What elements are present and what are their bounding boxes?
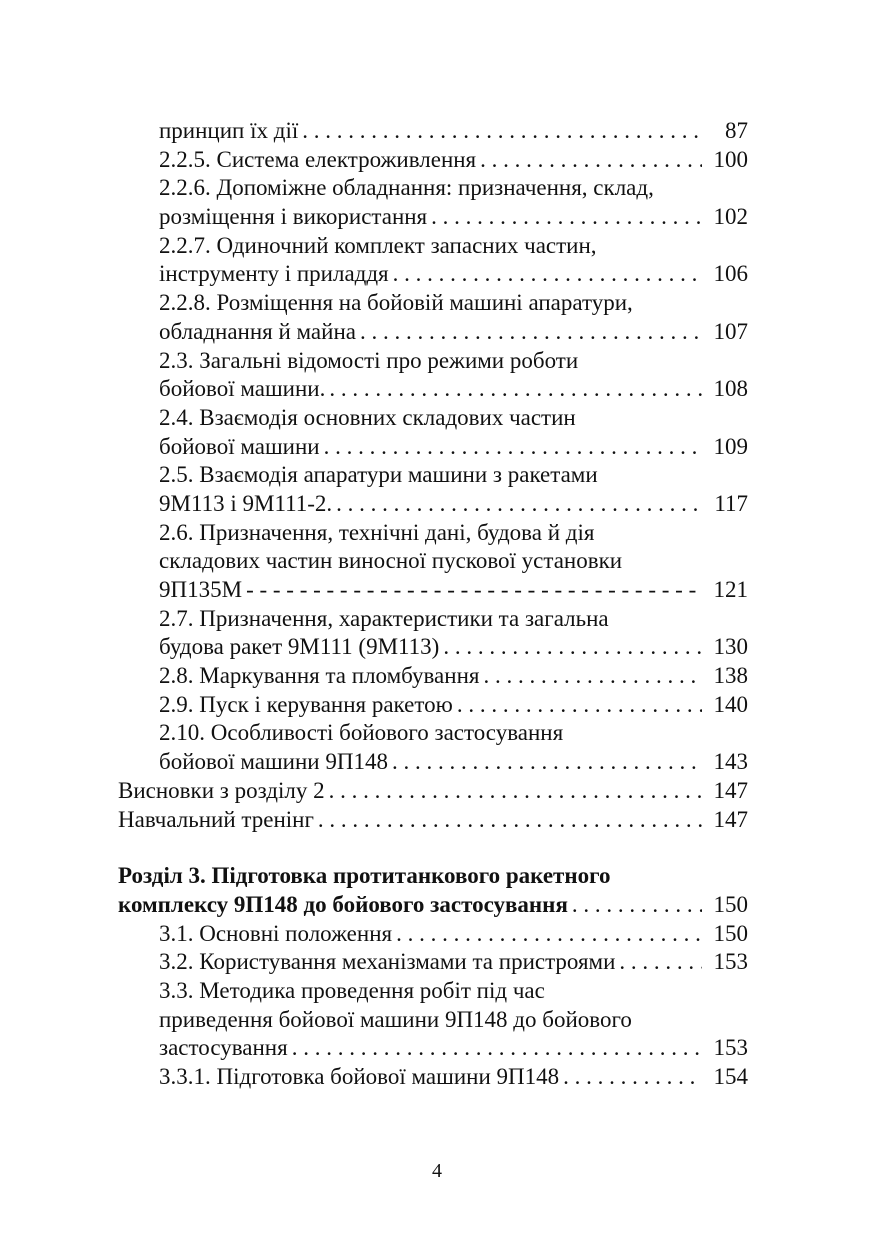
leader-dots (439, 633, 702, 662)
toc-entry-title: 2.8. Маркування та пломбування (159, 663, 480, 689)
leader-dots (392, 920, 702, 949)
leader-dots (388, 748, 702, 777)
toc-entry-title: 2.10. Особливості бойового застосування (159, 720, 564, 746)
leader-dots (476, 146, 702, 175)
toc-entry-page: 153 (713, 1035, 748, 1061)
toc-entry (118, 948, 748, 977)
toc-entry (118, 519, 748, 548)
toc-entry (118, 260, 748, 289)
leader-dots (615, 948, 702, 977)
leader-dots (332, 490, 702, 519)
toc-entry (118, 318, 748, 347)
toc-entry (118, 232, 748, 261)
toc-entry-title: комплексу 9П148 до бойового застосування (118, 891, 568, 917)
toc-entry-page: 150 (713, 891, 748, 917)
toc-entry-title: обладнання й майна (159, 318, 356, 344)
toc-entry (118, 461, 748, 490)
leader-dots (559, 1063, 702, 1092)
toc-entry (118, 347, 748, 376)
toc-entry (118, 576, 748, 605)
leader-dots (479, 662, 702, 691)
toc-entry-page: 130 (713, 634, 748, 660)
toc-entry (118, 633, 748, 662)
toc-entry-page: 109 (713, 433, 748, 459)
leader-dots (453, 691, 702, 720)
toc-entry (118, 1006, 748, 1035)
toc-entry-page: 107 (713, 318, 748, 344)
toc-entry-page: 140 (713, 691, 748, 717)
leader-dots (242, 576, 702, 605)
leader-dots (325, 777, 702, 806)
toc-entry (118, 174, 748, 203)
leader-dots (288, 1034, 702, 1063)
toc-entry-title: 2.9. Пуск і керування ракетою (159, 691, 453, 717)
toc-entry-page: 117 (714, 490, 748, 516)
toc-entry-title: будова ракет 9М111 (9М113) (159, 634, 440, 660)
leader-dots (389, 260, 702, 289)
toc-entry-title: інструменту і приладдя (159, 261, 389, 287)
toc-entry-title: 2.7. Призначення, характеристики та загальна (159, 605, 609, 631)
toc-entry-title: приведення бойової машини 9П148 до бойового (159, 1006, 632, 1032)
toc-entry-title: застосування (159, 1035, 288, 1061)
toc-entry-title: 2.2.6. Допоміжне обладнання: призначення, склад, (159, 175, 654, 201)
section-gap (118, 834, 748, 862)
toc-entry (118, 920, 748, 949)
toc-entry (118, 289, 748, 318)
toc-entry-title: 2.2.5. Система електроживлення (159, 146, 477, 172)
toc-entry-title: 3.2. Користування механізмами та пристроями (159, 949, 616, 975)
toc-entry (118, 605, 748, 634)
leader-dots (314, 806, 702, 835)
toc-entry-page: 150 (713, 920, 748, 946)
toc-entry-title: бойової машини 9П148 (159, 749, 388, 775)
leader-dots (320, 433, 702, 462)
leader-dots (298, 117, 702, 146)
toc-entry-page: 108 (713, 376, 748, 402)
toc-entry (118, 490, 748, 519)
toc-entry-page: 106 (713, 261, 748, 287)
toc-entry (118, 146, 748, 175)
toc-entry-page: 143 (713, 749, 748, 775)
toc-entry-page: 138 (713, 663, 748, 689)
toc-entry (118, 806, 748, 835)
toc-entry-title: 2.4. Взаємодія основних складових частин (159, 404, 576, 430)
toc-entry-page: 100 (713, 146, 748, 172)
toc-entry (118, 433, 748, 462)
page-number: 4 (432, 1160, 442, 1182)
table-of-contents (118, 117, 748, 1092)
toc-entry-page: 87 (725, 118, 748, 143)
toc-entry-page: 153 (713, 949, 748, 975)
toc-entry (118, 719, 748, 748)
toc-entry-page: 147 (713, 806, 748, 832)
toc-entry-title: 3.3.1. Підготовка бойової машини 9П148 (159, 1064, 560, 1089)
toc-entry (118, 777, 748, 806)
toc-section-chapter-2 (118, 117, 748, 834)
toc-entry-title: 2.6. Призначення, технічні дані, будова й дія (159, 519, 595, 545)
toc-entry (118, 203, 748, 232)
toc-entry (118, 1034, 748, 1063)
toc-entry-title: бойової машини. (159, 376, 326, 402)
toc-entry-title: Висновки з розділу 2 (118, 777, 325, 803)
toc-entry-title: 3.1. Основні положення (159, 920, 393, 946)
toc-entry-page: 154 (713, 1064, 748, 1089)
toc-entry (118, 891, 748, 920)
toc-entry (118, 547, 748, 576)
toc-entry (118, 375, 748, 404)
toc-entry (118, 662, 748, 691)
toc-section-chapter-3 (118, 862, 748, 1092)
toc-entry (118, 691, 748, 720)
toc-entry (118, 748, 748, 777)
toc-entry-page: 147 (713, 777, 748, 803)
toc-entry-title: Розділ 3. Підготовка протитанкового ракетного (118, 863, 611, 889)
toc-entry-title: 2.5. Взаємодія апаратури машини з ракетами (159, 462, 598, 488)
leader-dots (325, 375, 702, 404)
toc-entry-title: 2.2.7. Одиночний комплект запасних частин, (159, 232, 597, 258)
toc-entry-page: 121 (713, 577, 748, 602)
toc-entry-page: 102 (713, 204, 748, 230)
toc-entry-title: 9П135М (159, 577, 243, 602)
leader-dots (568, 891, 702, 920)
toc-entry-title: розміщення і використання (159, 204, 428, 230)
toc-entry-title: принцип їх дії (159, 118, 299, 143)
toc-entry-title: 9М113 і 9М111-2. (159, 490, 333, 516)
leader-dots (427, 203, 702, 232)
toc-entry (118, 117, 748, 146)
toc-entry (118, 977, 748, 1006)
toc-entry (118, 404, 748, 433)
toc-entry-title: 2.3. Загальні відомості про режими роботи (159, 347, 579, 373)
toc-entry-title: 3.3. Методика проведення робіт під час (159, 977, 545, 1003)
leader-dots (356, 318, 702, 347)
toc-entry-title: бойової машини (159, 433, 320, 459)
toc-entry-title: складових частин виносної пускової установки (159, 548, 623, 574)
toc-entry (118, 1063, 748, 1092)
toc-entry-title: 2.2.8. Розміщення на бойовій машині апаратури, (159, 290, 633, 316)
toc-entry (118, 862, 748, 891)
toc-entry-title: Навчальний тренінг (118, 806, 314, 832)
